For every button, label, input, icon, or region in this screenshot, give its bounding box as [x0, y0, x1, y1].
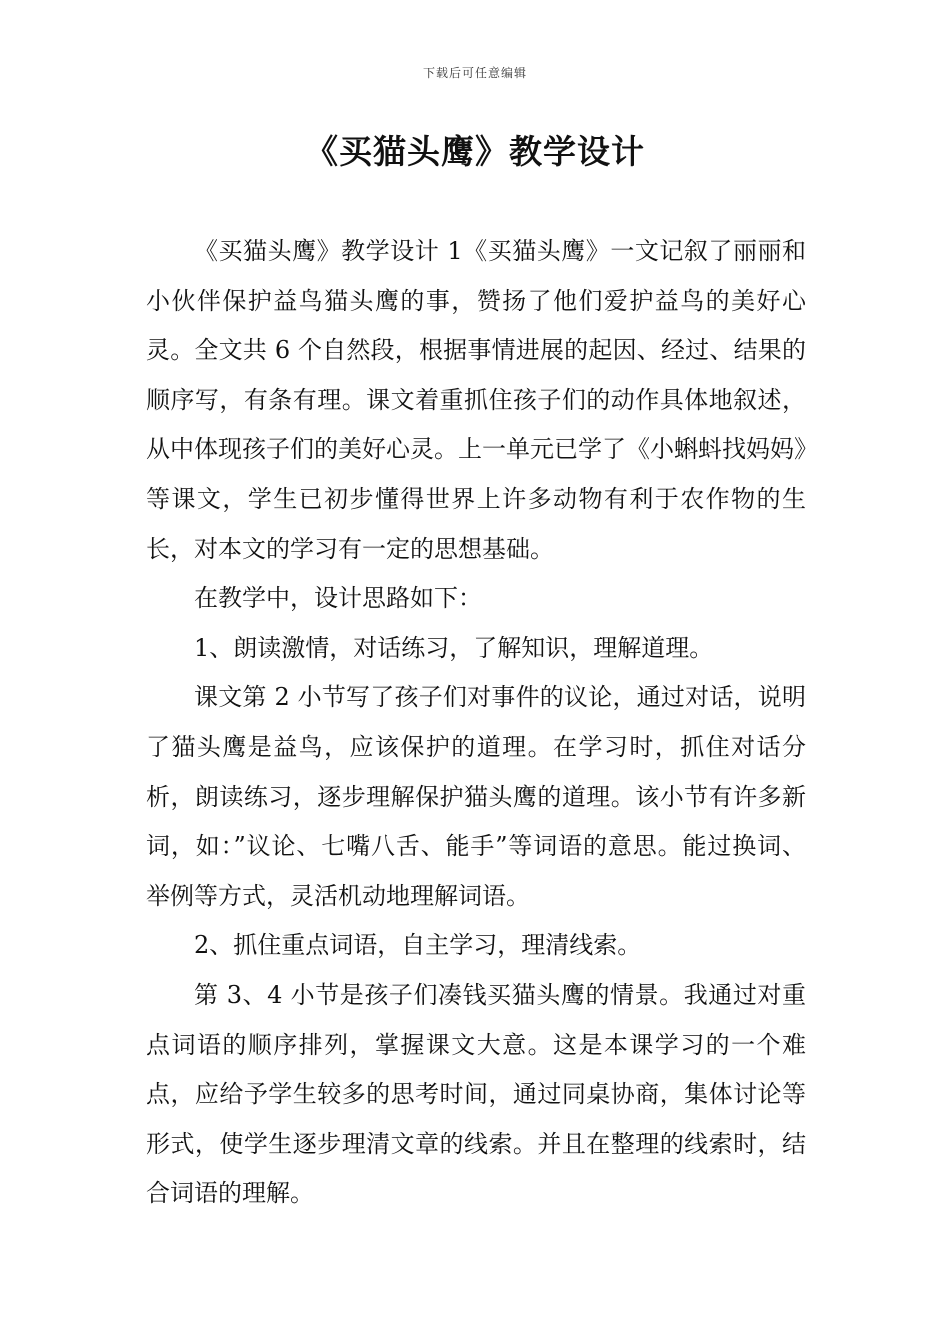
paragraph-section-3-4: 第 3、4 小节是孩子们凑钱买猫头鹰的情景。我通过对重点词语的顺序排列，掌握课文大意。这是本课学习的一个难点，应给予学生较多的思考时间，通过同桌协商，集体讨论等形式，使学生逐步理清文章的线索。并且在整理的线索时，结合词语的理解。 [146, 980, 806, 1208]
paragraph-intro: 《买猫头鹰》教学设计 1《买猫头鹰》一文记叙了丽丽和小伙伴保护益鸟猫头鹰的事，赞扬了他们爱护益鸟的美好心灵。全文共 6 个自然段，根据事情进展的起因、经过、结果的顺序写，有条有理。课文着重抓住孩子们的动作具体地叙述，从中体现孩子们的美好心灵。上一单元已学了《小蝌蚪找妈妈》等课文，学生已初步懂得世界上许多动物有利于农作物的生长，对本文的学习有一定的思想基础。 [146, 237, 806, 563]
paragraph-design-intro: 在教学中，设计思路如下： [194, 584, 482, 613]
paragraph-point-1: 1、朗读激情，对话练习，了解知识，理解道理。 [194, 633, 714, 662]
paragraph-point-2: 2、抓住重点词语，自主学习，理清线索。 [194, 931, 642, 960]
document-body [146, 227, 806, 1219]
paragraph-section-2: 课文第 2 小节写了孩子们对事件的议论，通过对话，说明了猫头鹰是益鸟，应该保护的道理。在学习时，抓住对话分析，朗读练习，逐步理解保护猫头鹰的道理。该小节有许多新词，如：”议论、七嘴八舌、能手”等词语的意思。能过换词、举例等方式，灵活机动地理解词语。 [146, 683, 806, 910]
document-title: 《买猫头鹰》教学设计 [305, 132, 645, 171]
header-note: 下载后可任意编辑 [422, 66, 527, 80]
